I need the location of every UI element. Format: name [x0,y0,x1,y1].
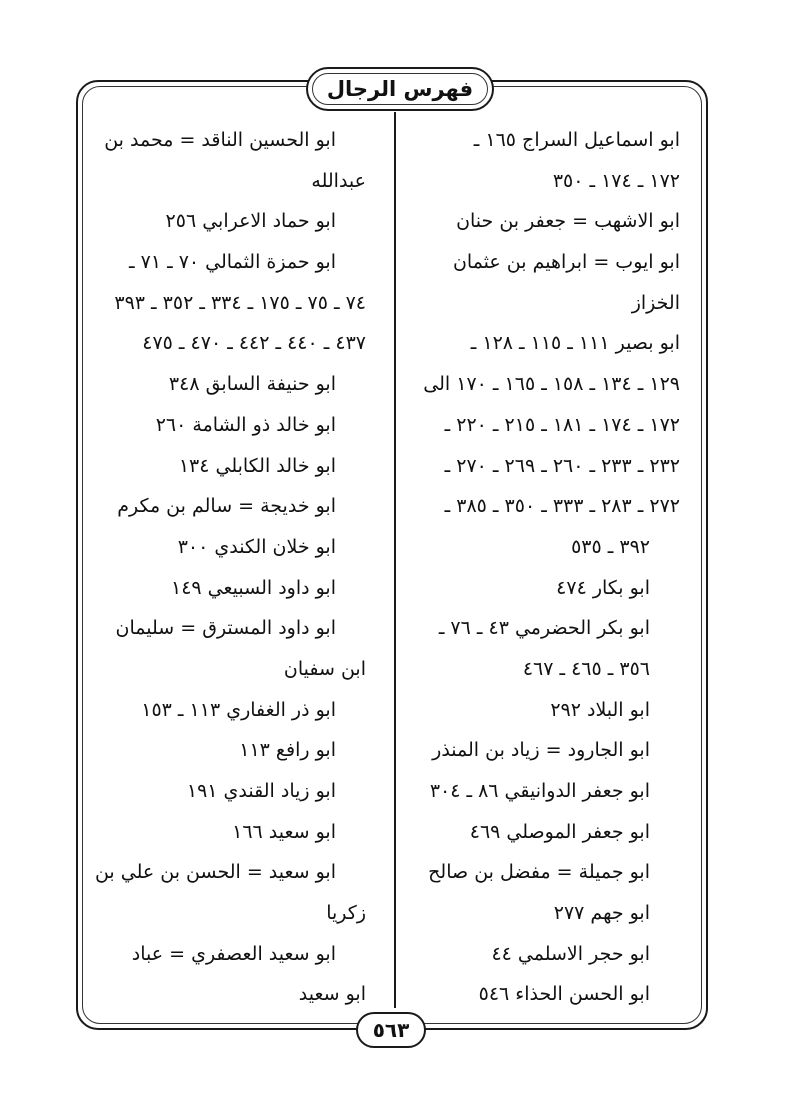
index-entry: ابو جهم ٢٧٧ [553,902,650,925]
index-entry-continuation: ٢٧٢ ـ ٢٨٣ ـ ٣٣٣ ـ ٣٥٠ ـ ٣٨٥ ـ [444,495,680,518]
index-entry: ابو داود المسترق = سليمان [115,617,336,640]
index-entry: ابو خالد ذو الشامة ٢٦٠ [155,413,336,436]
index-entry-continuation: ١٧٢ ـ ١٧٤ ـ ٣٥٠ [552,169,680,192]
index-entry: ابو اسماعيل السراج ١٦٥ ـ [473,129,680,151]
index-entry: ابو ايوب = ابراهيم بن عثمان [452,251,680,274]
page-number: ٥٦٣ [372,1018,410,1042]
index-entry: ابو حنيفة السابق ٣٤٨ [168,373,336,396]
index-entry: ابو حمزة الثمالي ٧٠ ـ ٧١ ـ [129,251,336,274]
left-column [66,120,366,1015]
index-entry: ابو رافع ١١٣ [239,739,336,762]
index-entry: ابو خالد الكابلي ١٣٤ [178,454,336,477]
index-entry: ابو جعفر الدوانيقي ٨٦ ـ ٣٠٤ [429,780,650,802]
index-entry-continuation: ٣٩٢ ـ ٥٣٥ [571,535,650,558]
index-entry: ابو خديجة = سالم بن مكرم [117,495,336,518]
index-entry: ابو الحسن الحذاء ٥٤٦ [478,983,650,1006]
index-entry: ابو خلان الكندي ٣٠٠ [177,535,336,558]
index-entry: ابو جميلة = مفضل بن صالح [428,861,650,884]
index-entry: ابو زياد القندي ١٩١ [186,780,336,802]
index-entry: ابو بكار ٤٧٤ [556,576,650,599]
index-entry: ابو جعفر الموصلي ٤٦٩ [469,820,650,843]
index-entry: ابو حماد الاعرابي ٢٥٦ [165,210,336,233]
header-title-box [306,67,494,111]
index-entry-continuation: ٧٤ ـ ٧٥ ـ ١٧٥ ـ ٣٣٤ ـ ٣٥٢ ـ ٣٩٣ [114,291,366,314]
index-entry-continuation: ١٢٩ ـ ١٣٤ ـ ١٥٨ ـ ١٦٥ ـ ١٧٠ الى [423,373,680,396]
index-entry: ابو بكر الحضرمي ٤٣ ـ ٧٦ ـ [438,617,650,640]
index-entry: ابو ذر الغفاري ١١٣ ـ ١٥٣ [141,698,336,721]
index-entry: ابو حجر الاسلمي ٤٤ [491,942,650,965]
index-entry: ابو سعيد = الحسن بن علي بن [94,861,336,884]
index-entry: ابو داود السبيعي ١٤٩ [171,576,336,599]
index-entry: ابو الاشهب = جعفر بن حنان [456,210,680,233]
index-entry: ابو سعيد ١٦٦ [232,820,336,843]
page-title: فهرس الرجال [326,77,474,101]
page-number-box [356,1012,426,1048]
index-entry: ابو البلاد ٢٩٢ [550,698,650,721]
index-entry: ابو الحسين الناقد = محمد بن [104,129,336,151]
index-entry-continuation: زكريا [326,902,366,925]
index-entry-continuation: ١٧٢ ـ ١٧٤ ـ ١٨١ ـ ٢١٥ ـ ٢٢٠ ـ [444,413,680,436]
index-entry-continuation: عبدالله [311,169,366,192]
index-entry-continuation: ابن سفيان [283,657,366,680]
index-entry: ابو سعيد [298,983,366,1006]
index-entry-continuation: ٤٣٧ ـ ٤٤٠ ـ ٤٤٢ ـ ٤٧٠ ـ ٤٧٥ [142,332,366,355]
index-entry-continuation: الخزاز [631,291,680,314]
index-entry: ابو سعيد العصفري = عباد [131,942,336,965]
index-entry: ابو الجارود = زياد بن المنذر [432,739,650,762]
index-entry-continuation: ٣٥٦ ـ ٤٦٥ ـ ٤٦٧ [522,657,650,680]
right-column [396,120,680,1015]
index-entry: ابو بصير ١١١ ـ ١١٥ ـ ١٢٨ ـ [470,332,680,355]
index-entry-continuation: ٢٣٢ ـ ٢٣٣ ـ ٢٦٠ ـ ٢٦٩ ـ ٢٧٠ ـ [444,454,680,477]
